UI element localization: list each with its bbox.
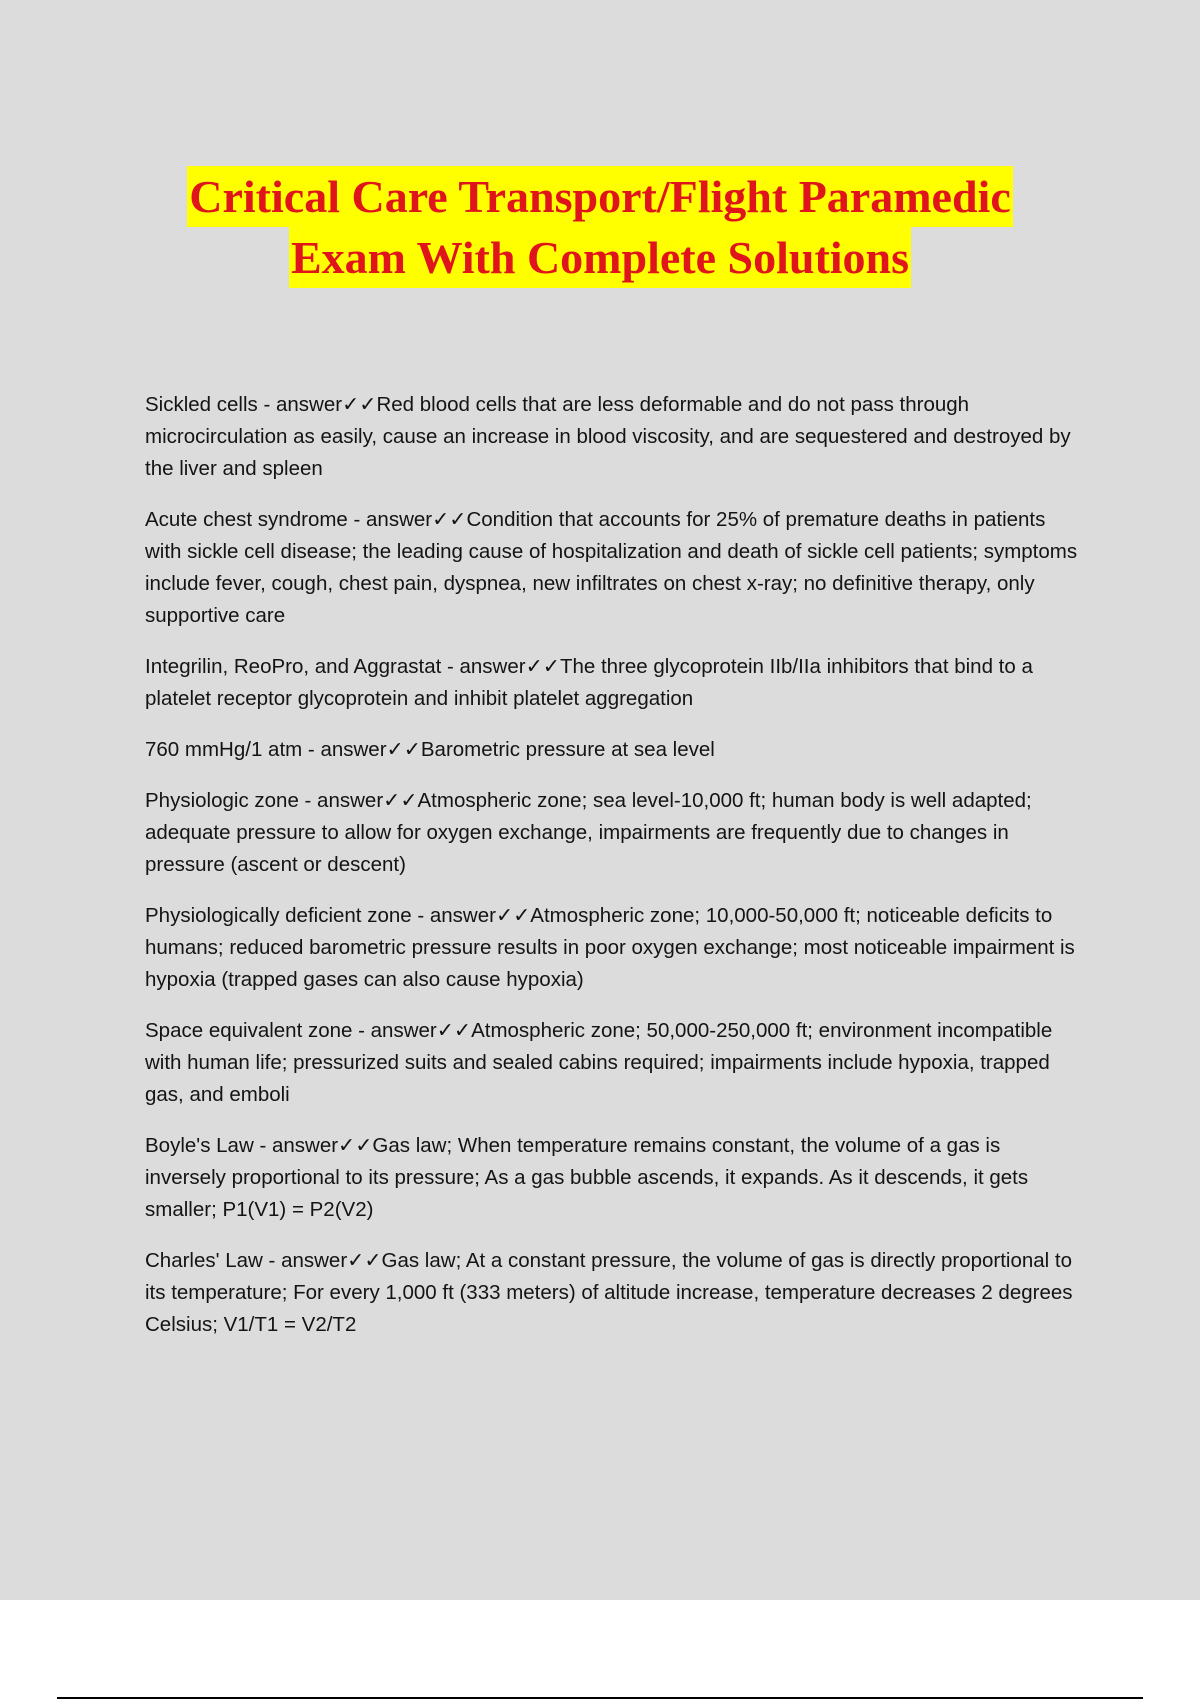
title-line-1: Critical Care Transport/Flight Paramedic [187, 166, 1012, 227]
document-title [0, 166, 1200, 288]
qa-entry-space-equivalent-zone: Space equivalent zone - answer✓✓Atmospheric zone; 50,000-250,000 ft; environment incompatible with human life; pressurized suits and sealed cabins required; impairments include hypoxia, trapped gas, and emboli [145, 1019, 1053, 1106]
title-line-2: Exam With Complete Solutions [289, 227, 911, 288]
qa-entry-physiologic-zone: Physiologic zone - answer✓✓Atmospheric zone; sea level-10,000 ft; human body is well adapted; adequate pressure to allow for oxygen exchange, impairments are frequently due to changes in pressure (ascent or descent) [145, 789, 1032, 876]
qa-entry-gp-inhibitors: Integrilin, ReoPro, and Aggrastat - answer✓✓The three glycoprotein IIb/IIa inhibitors that bind to a platelet receptor glycoprotein and inhibit platelet aggregation [145, 655, 1033, 710]
bottom-divider [57, 1697, 1143, 1699]
qa-entry-deficient-zone: Physiologically deficient zone - answer✓✓Atmospheric zone; 10,000-50,000 ft; noticeable deficits to humans; reduced barometric pressure results in poor oxygen exchange; most noticeable impairment is hypoxia (trapped gases can also cause hypoxia) [145, 904, 1075, 991]
qa-entry-barometric-pressure: 760 mmHg/1 atm - answer✓✓Barometric pressure at sea level [145, 738, 715, 761]
qa-list [145, 389, 1085, 1360]
qa-entry-charles-law: Charles' Law - answer✓✓Gas law; At a constant pressure, the volume of gas is directly proportional to its temperature; For every 1,000 ft (333 meters) of altitude increase, temperature decreases 2 degrees Celsius; V1/T1 = V2/T2 [145, 1249, 1073, 1336]
qa-entry-sickled-cells: Sickled cells - answer✓✓Red blood cells that are less deformable and do not pass through microcirculation as easily, cause an increase in blood viscosity, and are sequestered and destroyed by the liver and spleen [145, 393, 1071, 480]
qa-entry-boyles-law: Boyle's Law - answer✓✓Gas law; When temperature remains constant, the volume of a gas is inversely proportional to its pressure; As a gas bubble ascends, it expands. As it descends, it gets smaller; P1(V1) = P2(V2) [145, 1134, 1029, 1221]
qa-entry-acute-chest-syndrome: Acute chest syndrome - answer✓✓Condition that accounts for 25% of premature deaths in patients with sickle cell disease; the leading cause of hospitalization and death of sickle cell patients; symptoms include fever, cough, chest pain, dyspnea, new infiltrates on chest x-ray; no definitive therapy, only supportive care [145, 508, 1078, 627]
